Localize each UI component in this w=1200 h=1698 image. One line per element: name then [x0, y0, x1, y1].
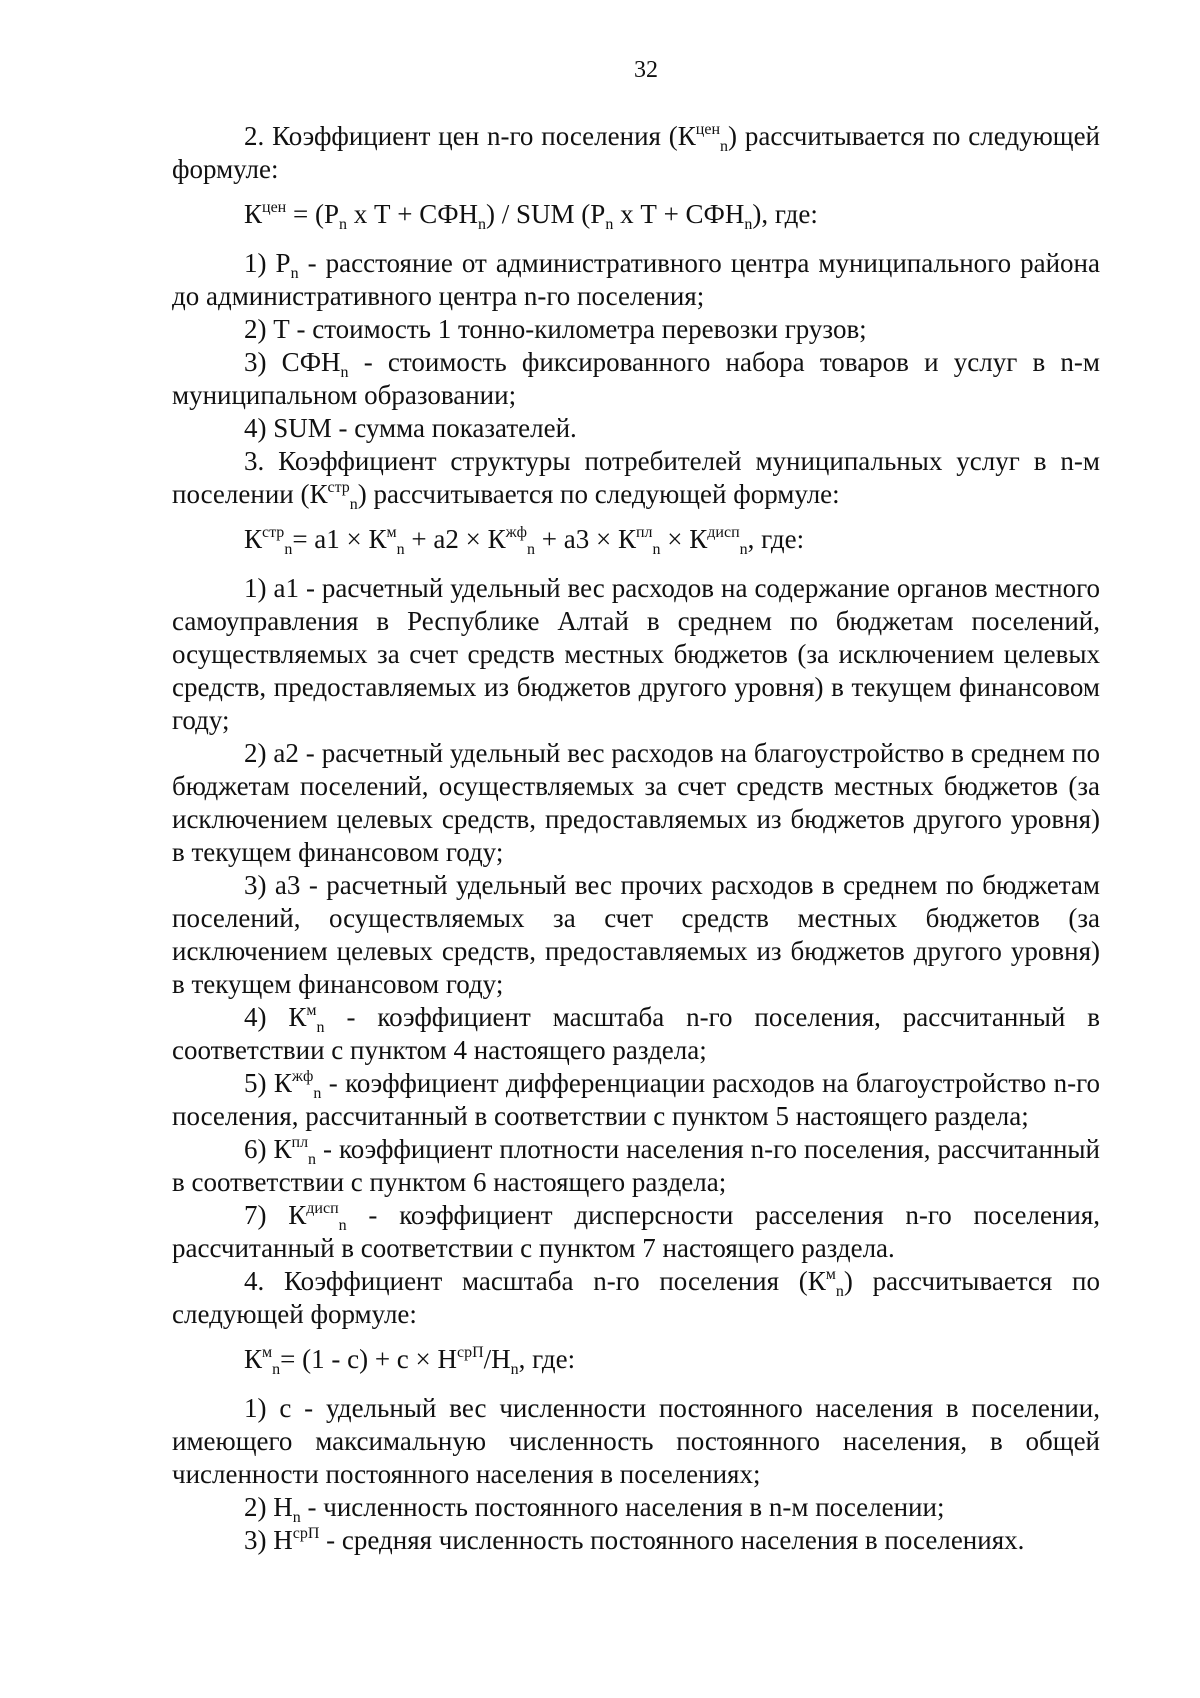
definition-a2: 2) а2 - расчетный удельный вес расходов на благоустройство в среднем по бюджетам поселений, осуществляемых за счет средств местных бюджетов (за исключением целевых средств, предоставляемых из бюджетов другого уровня) в текущем финансовом году; [172, 738, 1100, 867]
definition-improvement-coefficient: 5) $К^{жф}_n$ - коэффициент дифференциации расходов на благоустройство n-го поселения, рассчитанный в соответствии с пунктом 5 настоящего раздела; [172, 1068, 1101, 1131]
definition-a3: 3) а3 - расчетный удельный вес прочих расходов в среднем по бюджетам поселений, осуществляемых за счет средств местных бюджетов (за исключением целевых средств, предоставляемых из бюджетов другого уровня) в текущем финансовом году; [172, 870, 1100, 999]
definition-average-population: 3) $Н^{срП}$ - средняя численность постоянного населения в поселениях. [244, 1525, 1025, 1555]
definition-density-coefficient: 6) $К^{пл}_n$ - коэффициент плотности населения n-го поселения, рассчитанный в соответствии с пунктом 6 настоящего раздела; [172, 1134, 1101, 1197]
definition-distance: 1) $Р_n$ - расстояние от административного центра муниципального района до административного центра n-го поселения; [172, 248, 1100, 311]
formula-price-coefficient: $К^{цен} = (Р_n$ х $Т + СФН_n$) / SUM ($Р_n$ х $Т + СФН_n$), где: [244, 199, 818, 233]
definition-dispersion-coefficient: 7) $К^{дисп}_n$ - коэффициент дисперсности расселения n-го поселения, рассчитанный в соответствии с пунктом 7 настоящего раздела. [172, 1200, 1101, 1263]
page-number: 32 [634, 57, 658, 83]
definition-scale-coefficient: 4) $К^м_n$ - коэффициент масштаба n-го поселения, рассчитанный в соответствии с пунктом 4 настоящего раздела; [172, 1002, 1101, 1065]
formula-scale-coefficient: $К^м_n= (1 - с) + с \times Н^{срП}/Н_n$, где: [244, 1344, 576, 1378]
definition-ton-km-cost: 2) Т - стоимость 1 тонно-километра перевозки грузов; [244, 314, 867, 344]
paragraph-scale-coefficient: 4. Коэффициент масштаба n-го поселения $(К^м_n)$ рассчитывается по следующей формуле: [172, 1266, 1100, 1329]
definition-a1: 1) а1 - расчетный удельный вес расходов на содержание органов местного самоуправления в Республике Алтай в среднем по бюджетам поселений, осуществляемых за счет средств местных бюджетов (за исключением целевых средств, предоставляемых из бюджетов другого уровня) в текущем финансовом году; [172, 573, 1100, 735]
definition-goods-basket: 3) $СФН_n$ - стоимость фиксированного набора товаров и услуг в n-м муниципальном образовании; [172, 347, 1100, 410]
definition-sum: 4) SUM - сумма показателей. [244, 413, 577, 443]
definition-population: 2) $Н_n$ - численность постоянного населения в n-м поселении; [244, 1492, 945, 1526]
paragraph-structure-coefficient: 3. Коэффициент структуры потребителей муниципальных услуг в n-м поселении $(К^{стр}_n)$ рассчитывается по следующей формуле: [172, 446, 1100, 513]
paragraph-price-coefficient: 2. Коэффициент цен n-го поселения $(К^{цен}_n)$ рассчитывается по следующей формуле: [172, 121, 1100, 184]
definition-c: 1) с - удельный вес численности постоянного населения в поселении, имеющего максимальную численность постоянного населения, в общей численности постоянного населения в поселениях; [172, 1393, 1100, 1489]
formula-structure-coefficient: $К^{стр}_n= а1 \times К^м_n + а2 \times К^{жф}_n + а3 \times К^{пл}_n \times К^{дисп}_n$, где: [244, 524, 805, 558]
